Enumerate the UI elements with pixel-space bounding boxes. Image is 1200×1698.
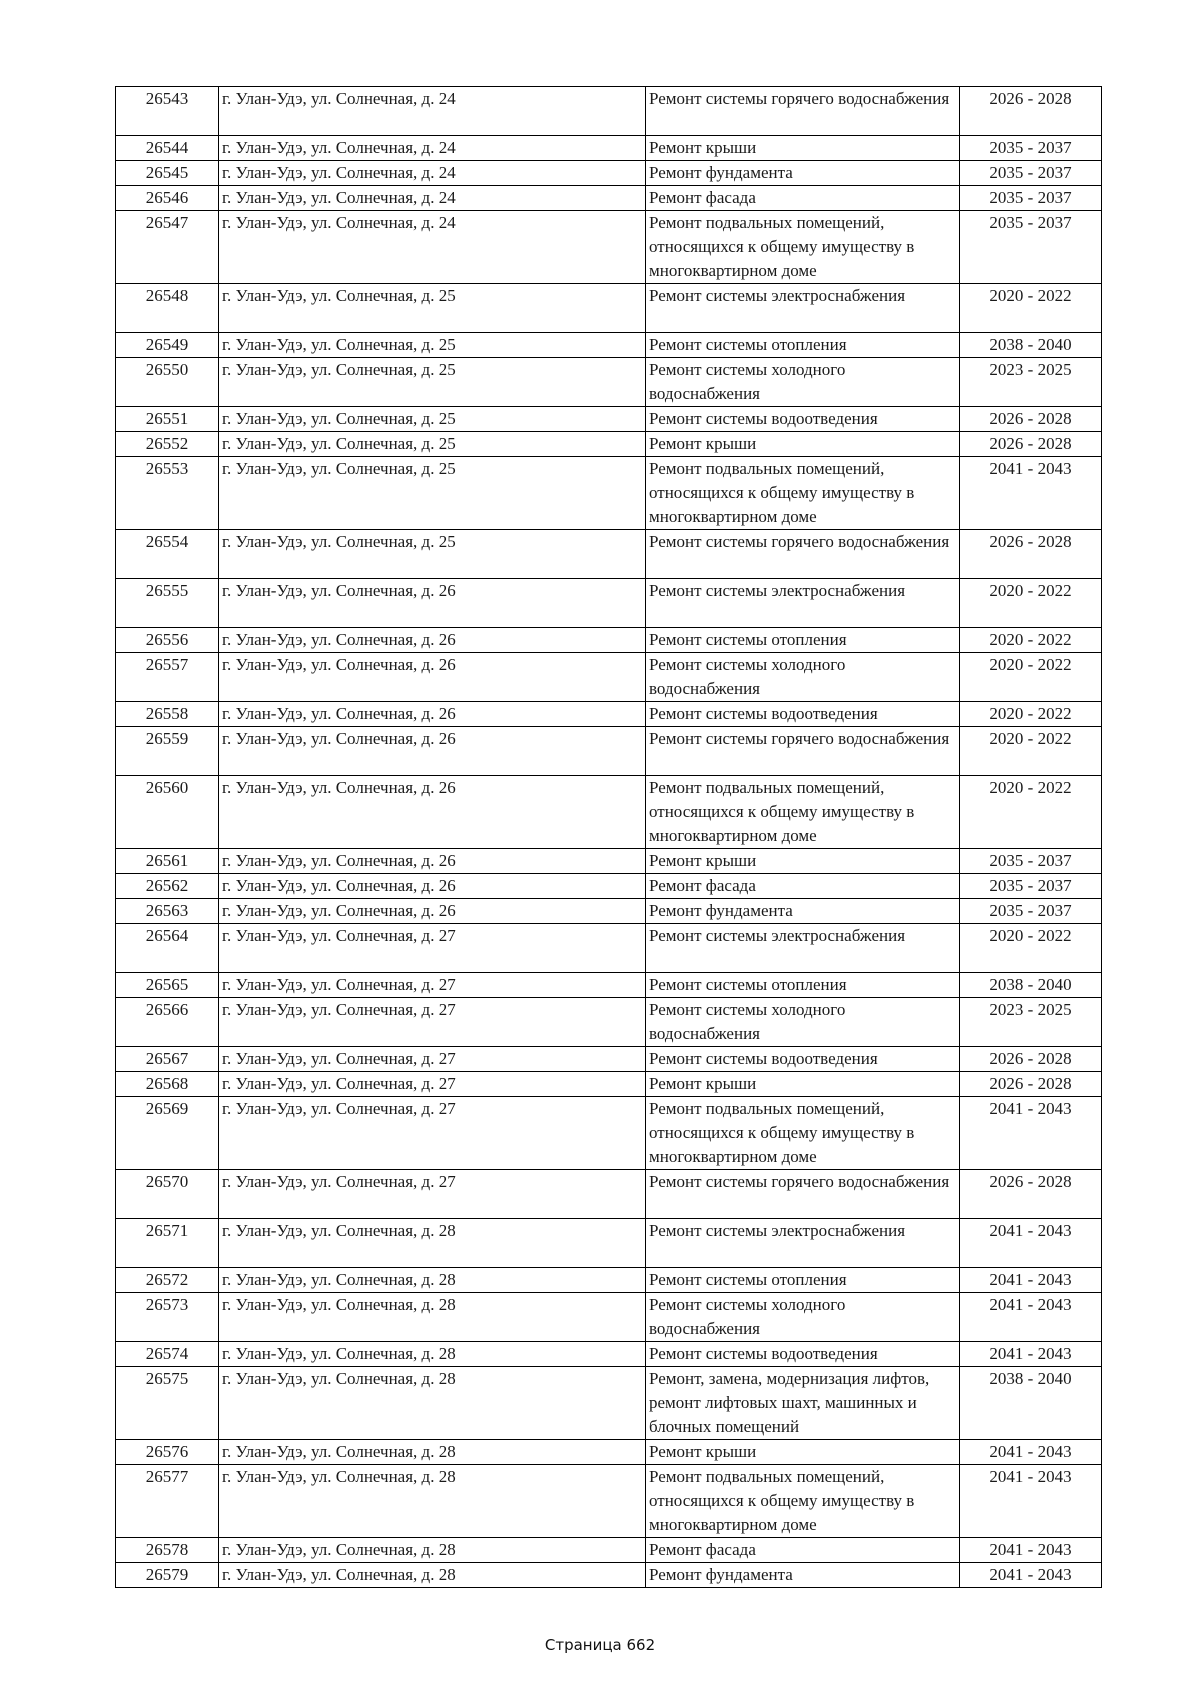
address-cell: г. Улан-Удэ, ул. Солнечная, д. 27 [219, 924, 646, 973]
row-number-cell: 26564 [116, 924, 219, 973]
period-cell: 2041 - 2043 [960, 457, 1102, 530]
address-cell: г. Улан-Удэ, ул. Солнечная, д. 27 [219, 998, 646, 1047]
work-type-cell: Ремонт крыши [646, 849, 960, 874]
address-cell: г. Улан-Удэ, ул. Солнечная, д. 25 [219, 358, 646, 407]
work-type-cell: Ремонт системы горячего водоснабжения [646, 1170, 960, 1219]
table-row [116, 1538, 1102, 1563]
address-cell: г. Улан-Удэ, ул. Солнечная, д. 25 [219, 432, 646, 457]
work-type-cell: Ремонт системы отопления [646, 628, 960, 653]
table-row [116, 1097, 1102, 1170]
period-cell: 2041 - 2043 [960, 1097, 1102, 1170]
work-type-cell: Ремонт подвальных помещений, относящихся к общему имуществу в многоквартирном доме [646, 211, 960, 284]
address-cell: г. Улан-Удэ, ул. Солнечная, д. 26 [219, 579, 646, 628]
period-cell: 2020 - 2022 [960, 579, 1102, 628]
address-cell: г. Улан-Удэ, ул. Солнечная, д. 28 [219, 1563, 646, 1588]
row-number-cell: 26576 [116, 1440, 219, 1465]
work-type-cell: Ремонт фундамента [646, 1563, 960, 1588]
row-number-cell: 26559 [116, 727, 219, 776]
period-cell: 2023 - 2025 [960, 358, 1102, 407]
work-type-cell: Ремонт системы горячего водоснабжения [646, 727, 960, 776]
address-cell: г. Улан-Удэ, ул. Солнечная, д. 24 [219, 161, 646, 186]
table-row [116, 727, 1102, 776]
row-number-cell: 26545 [116, 161, 219, 186]
table-row [116, 1170, 1102, 1219]
work-type-cell: Ремонт системы водоотведения [646, 702, 960, 727]
work-type-cell: Ремонт системы холодного водоснабжения [646, 653, 960, 702]
period-cell: 2035 - 2037 [960, 849, 1102, 874]
period-cell: 2020 - 2022 [960, 284, 1102, 333]
address-cell: г. Улан-Удэ, ул. Солнечная, д. 25 [219, 530, 646, 579]
table-row [116, 1268, 1102, 1293]
address-cell: г. Улан-Удэ, ул. Солнечная, д. 26 [219, 653, 646, 702]
address-cell: г. Улан-Удэ, ул. Солнечная, д. 27 [219, 973, 646, 998]
period-cell: 2041 - 2043 [960, 1440, 1102, 1465]
work-type-cell: Ремонт, замена, модернизация лифтов, ремонт лифтовых шахт, машинных и блочных помещений [646, 1367, 960, 1440]
work-type-cell: Ремонт подвальных помещений, относящихся к общему имуществу в многоквартирном доме [646, 1097, 960, 1170]
table-row [116, 924, 1102, 973]
work-type-cell: Ремонт подвальных помещений, относящихся к общему имуществу в многоквартирном доме [646, 1465, 960, 1538]
address-cell: г. Улан-Удэ, ул. Солнечная, д. 24 [219, 211, 646, 284]
table-row [116, 186, 1102, 211]
row-number-cell: 26562 [116, 874, 219, 899]
period-cell: 2041 - 2043 [960, 1538, 1102, 1563]
repair-schedule-table [115, 86, 1102, 1588]
address-cell: г. Улан-Удэ, ул. Солнечная, д. 26 [219, 702, 646, 727]
period-cell: 2038 - 2040 [960, 333, 1102, 358]
work-type-cell: Ремонт системы холодного водоснабжения [646, 998, 960, 1047]
period-cell: 2026 - 2028 [960, 432, 1102, 457]
row-number-cell: 26567 [116, 1047, 219, 1072]
work-type-cell: Ремонт крыши [646, 1440, 960, 1465]
table-row [116, 1342, 1102, 1367]
table-row [116, 998, 1102, 1047]
work-type-cell: Ремонт подвальных помещений, относящихся к общему имуществу в многоквартирном доме [646, 457, 960, 530]
period-cell: 2041 - 2043 [960, 1563, 1102, 1588]
table-row [116, 1072, 1102, 1097]
address-cell: г. Улан-Удэ, ул. Солнечная, д. 28 [219, 1440, 646, 1465]
table-row [116, 899, 1102, 924]
table-row [116, 628, 1102, 653]
work-type-cell: Ремонт системы электроснабжения [646, 924, 960, 973]
work-type-cell: Ремонт системы горячего водоснабжения [646, 87, 960, 136]
address-cell: г. Улан-Удэ, ул. Солнечная, д. 26 [219, 874, 646, 899]
work-type-cell: Ремонт фасада [646, 186, 960, 211]
row-number-cell: 26561 [116, 849, 219, 874]
row-number-cell: 26555 [116, 579, 219, 628]
row-number-cell: 26557 [116, 653, 219, 702]
work-type-cell: Ремонт системы отопления [646, 973, 960, 998]
row-number-cell: 26566 [116, 998, 219, 1047]
period-cell: 2020 - 2022 [960, 702, 1102, 727]
address-cell: г. Улан-Удэ, ул. Солнечная, д. 28 [219, 1342, 646, 1367]
work-type-cell: Ремонт системы водоотведения [646, 407, 960, 432]
row-number-cell: 26551 [116, 407, 219, 432]
work-type-cell: Ремонт фундамента [646, 899, 960, 924]
row-number-cell: 26548 [116, 284, 219, 333]
table-row [116, 973, 1102, 998]
page-number: Страница 662 [544, 1636, 656, 1654]
address-cell: г. Улан-Удэ, ул. Солнечная, д. 25 [219, 333, 646, 358]
work-type-cell: Ремонт системы холодного водоснабжения [646, 1293, 960, 1342]
row-number-cell: 26571 [116, 1219, 219, 1268]
period-cell: 2041 - 2043 [960, 1465, 1102, 1538]
table-row [116, 1465, 1102, 1538]
row-number-cell: 26565 [116, 973, 219, 998]
table-row [116, 653, 1102, 702]
work-type-cell: Ремонт системы водоотведения [646, 1047, 960, 1072]
period-cell: 2041 - 2043 [960, 1293, 1102, 1342]
address-cell: г. Улан-Удэ, ул. Солнечная, д. 27 [219, 1170, 646, 1219]
row-number-cell: 26558 [116, 702, 219, 727]
work-type-cell: Ремонт крыши [646, 1072, 960, 1097]
table-row [116, 407, 1102, 432]
address-cell: г. Улан-Удэ, ул. Солнечная, д. 26 [219, 727, 646, 776]
row-number-cell: 26574 [116, 1342, 219, 1367]
period-cell: 2020 - 2022 [960, 727, 1102, 776]
row-number-cell: 26547 [116, 211, 219, 284]
table-row [116, 702, 1102, 727]
work-type-cell: Ремонт системы электроснабжения [646, 579, 960, 628]
work-type-cell: Ремонт системы отопления [646, 333, 960, 358]
row-number-cell: 26563 [116, 899, 219, 924]
row-number-cell: 26549 [116, 333, 219, 358]
row-number-cell: 26569 [116, 1097, 219, 1170]
address-cell: г. Улан-Удэ, ул. Солнечная, д. 26 [219, 849, 646, 874]
period-cell: 2041 - 2043 [960, 1219, 1102, 1268]
work-type-cell: Ремонт системы электроснабжения [646, 284, 960, 333]
table-row [116, 284, 1102, 333]
table-row [116, 1563, 1102, 1588]
work-type-cell: Ремонт фундамента [646, 161, 960, 186]
work-type-cell: Ремонт системы горячего водоснабжения [646, 530, 960, 579]
address-cell: г. Улан-Удэ, ул. Солнечная, д. 24 [219, 87, 646, 136]
work-type-cell: Ремонт системы водоотведения [646, 1342, 960, 1367]
table-row [116, 358, 1102, 407]
row-number-cell: 26568 [116, 1072, 219, 1097]
period-cell: 2026 - 2028 [960, 1170, 1102, 1219]
address-cell: г. Улан-Удэ, ул. Солнечная, д. 25 [219, 284, 646, 333]
period-cell: 2026 - 2028 [960, 1072, 1102, 1097]
work-type-cell: Ремонт системы холодного водоснабжения [646, 358, 960, 407]
period-cell: 2020 - 2022 [960, 776, 1102, 849]
table-row [116, 333, 1102, 358]
table-row [116, 579, 1102, 628]
period-cell: 2035 - 2037 [960, 161, 1102, 186]
address-cell: г. Улан-Удэ, ул. Солнечная, д. 27 [219, 1072, 646, 1097]
table-row [116, 87, 1102, 136]
period-cell: 2020 - 2022 [960, 653, 1102, 702]
table-row [116, 849, 1102, 874]
period-cell: 2035 - 2037 [960, 874, 1102, 899]
period-cell: 2026 - 2028 [960, 87, 1102, 136]
address-cell: г. Улан-Удэ, ул. Солнечная, д. 24 [219, 136, 646, 161]
table-row [116, 874, 1102, 899]
row-number-cell: 26573 [116, 1293, 219, 1342]
period-cell: 2035 - 2037 [960, 211, 1102, 284]
table-row [116, 1367, 1102, 1440]
address-cell: г. Улан-Удэ, ул. Солнечная, д. 28 [219, 1219, 646, 1268]
table-row [116, 530, 1102, 579]
row-number-cell: 26572 [116, 1268, 219, 1293]
row-number-cell: 26570 [116, 1170, 219, 1219]
work-type-cell: Ремонт системы электроснабжения [646, 1219, 960, 1268]
address-cell: г. Улан-Удэ, ул. Солнечная, д. 28 [219, 1268, 646, 1293]
period-cell: 2026 - 2028 [960, 407, 1102, 432]
address-cell: г. Улан-Удэ, ул. Солнечная, д. 26 [219, 628, 646, 653]
row-number-cell: 26577 [116, 1465, 219, 1538]
row-number-cell: 26578 [116, 1538, 219, 1563]
address-cell: г. Улан-Удэ, ул. Солнечная, д. 28 [219, 1538, 646, 1563]
table-row [116, 776, 1102, 849]
work-type-cell: Ремонт фасада [646, 1538, 960, 1563]
row-number-cell: 26543 [116, 87, 219, 136]
row-number-cell: 26560 [116, 776, 219, 849]
work-type-cell: Ремонт фасада [646, 874, 960, 899]
row-number-cell: 26546 [116, 186, 219, 211]
address-cell: г. Улан-Удэ, ул. Солнечная, д. 26 [219, 776, 646, 849]
row-number-cell: 26579 [116, 1563, 219, 1588]
table-row [116, 1219, 1102, 1268]
period-cell: 2038 - 2040 [960, 1367, 1102, 1440]
address-cell: г. Улан-Удэ, ул. Солнечная, д. 25 [219, 407, 646, 432]
address-cell: г. Улан-Удэ, ул. Солнечная, д. 27 [219, 1097, 646, 1170]
table-row [116, 432, 1102, 457]
address-cell: г. Улан-Удэ, ул. Солнечная, д. 26 [219, 899, 646, 924]
period-cell: 2035 - 2037 [960, 136, 1102, 161]
address-cell: г. Улан-Удэ, ул. Солнечная, д. 25 [219, 457, 646, 530]
work-type-cell: Ремонт крыши [646, 136, 960, 161]
row-number-cell: 26556 [116, 628, 219, 653]
period-cell: 2026 - 2028 [960, 1047, 1102, 1072]
period-cell: 2038 - 2040 [960, 973, 1102, 998]
row-number-cell: 26552 [116, 432, 219, 457]
table-row [116, 211, 1102, 284]
work-type-cell: Ремонт подвальных помещений, относящихся к общему имуществу в многоквартирном доме [646, 776, 960, 849]
row-number-cell: 26544 [116, 136, 219, 161]
period-cell: 2041 - 2043 [960, 1268, 1102, 1293]
table-row [116, 457, 1102, 530]
table-row [116, 136, 1102, 161]
row-number-cell: 26550 [116, 358, 219, 407]
address-cell: г. Улан-Удэ, ул. Солнечная, д. 28 [219, 1465, 646, 1538]
table-body [116, 87, 1102, 1588]
address-cell: г. Улан-Удэ, ул. Солнечная, д. 28 [219, 1293, 646, 1342]
period-cell: 2020 - 2022 [960, 924, 1102, 973]
table-row [116, 161, 1102, 186]
work-type-cell: Ремонт крыши [646, 432, 960, 457]
row-number-cell: 26575 [116, 1367, 219, 1440]
row-number-cell: 26554 [116, 530, 219, 579]
address-cell: г. Улан-Удэ, ул. Солнечная, д. 27 [219, 1047, 646, 1072]
row-number-cell: 26553 [116, 457, 219, 530]
period-cell: 2035 - 2037 [960, 899, 1102, 924]
table-row [116, 1047, 1102, 1072]
table-row [116, 1440, 1102, 1465]
address-cell: г. Улан-Удэ, ул. Солнечная, д. 24 [219, 186, 646, 211]
period-cell: 2026 - 2028 [960, 530, 1102, 579]
period-cell: 2041 - 2043 [960, 1342, 1102, 1367]
table-row [116, 1293, 1102, 1342]
period-cell: 2020 - 2022 [960, 628, 1102, 653]
period-cell: 2035 - 2037 [960, 186, 1102, 211]
work-type-cell: Ремонт системы отопления [646, 1268, 960, 1293]
period-cell: 2023 - 2025 [960, 998, 1102, 1047]
address-cell: г. Улан-Удэ, ул. Солнечная, д. 28 [219, 1367, 646, 1440]
